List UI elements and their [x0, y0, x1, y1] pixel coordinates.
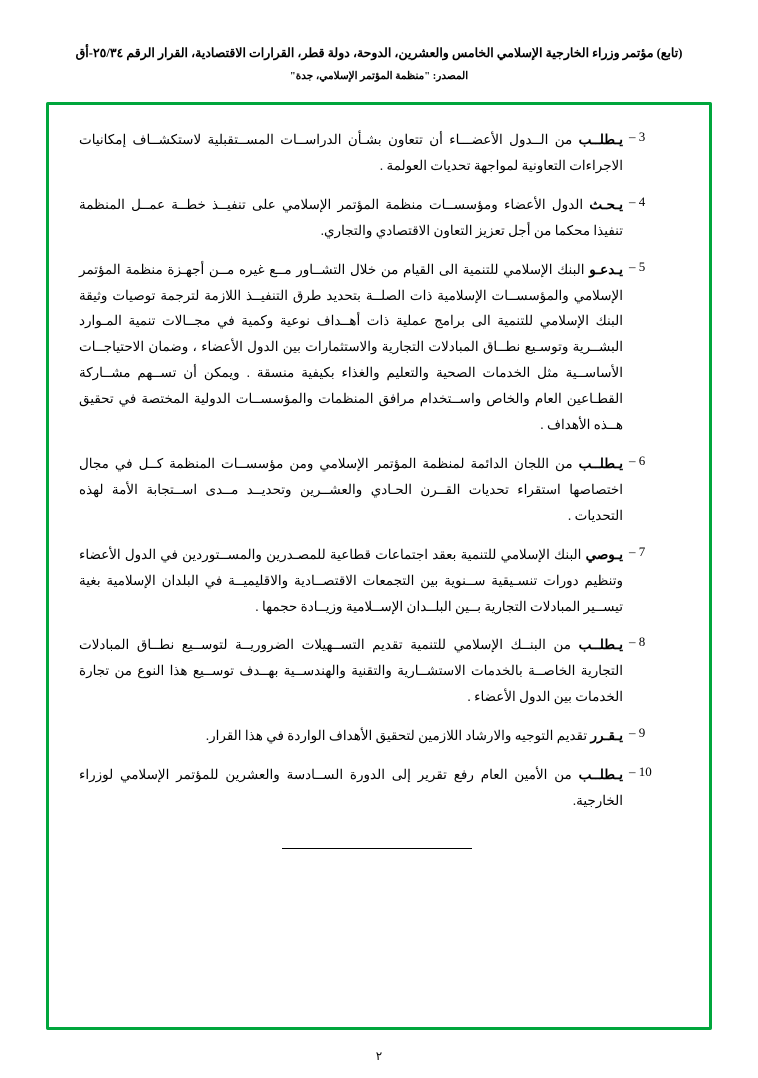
clause-number: 8 – [629, 634, 646, 650]
clause-body-text: من البنــك الإسلامي للتنمية تقديم التســهيلات الضروريــة لتوســيع نطــاق المبادلات التجارية الخاصــة بالخدمات الاستشــارية والتقنية والهندســية بهــدف توســيع هذا النوع من تجارة الخدمات بين الدول الأعضاء . [79, 637, 623, 705]
page-header [0, 0, 758, 82]
clause-verb: يـطلــب [578, 132, 623, 147]
clause-number: 10 – [629, 764, 652, 780]
clause-verb: يـحـث [589, 196, 623, 212]
clause-text [79, 542, 623, 620]
clause-number: 3 – [629, 129, 646, 144]
list-item [79, 762, 675, 814]
list-item [79, 257, 675, 438]
clause-verb: يـقـرر [590, 728, 623, 744]
clause-text [79, 192, 623, 244]
clause-verb: يـوصي [585, 546, 623, 562]
horizontal-rule [282, 848, 472, 849]
clause-text [79, 451, 623, 529]
list-item [79, 127, 675, 179]
clause-text [79, 127, 623, 179]
clause-text [79, 762, 623, 814]
header-title: (تابع) مؤتمر وزراء الخارجية الإسلامي الخامس والعشرين، الدوحة، دولة قطر، القرارات الاقتصادية، القرار الرقم ٢٥/٣٤-أق [75, 46, 683, 60]
clause-list [49, 105, 709, 1027]
clause-verb: يـطلــب [578, 455, 623, 471]
list-item [79, 451, 675, 529]
clause-body-text: البنك الإسلامي للتنمية الى القيام من خلال التشــاور مــع غيره مــن أجهـزة منظمة المؤتمر الإسلامي والمؤسســات الإسلامية ذات الصلــة بتحديد طرق التنفيــذ اللازمة لترجمة توصيات وثيقة البنك الإسلامي للتنمية الى برامج عملية ذات أهــداف نوعية وكمية في مجــالات تنمية المـوارد البشــرية وتوسـيع نطــاق المبادلات التجارية والاستثمارات بين الدول الأعضاء ، وضمان الاحتياجــات الأساســية مثل الخدمات الصحية والتعليم والغذاء بكيفية منسقة . ويمكن أن تســهم مشــاركة القطـاعين العام والخاص واســتخدام مرافق المنظمات والمؤسســات الدولية المختصة في تحقيق هــذه الأهداف . [79, 261, 623, 433]
clause-body-text: تقديم التوجيه والارشاد اللازمين لتحقيق الأهداف الواردة في هذا القرار. [205, 728, 591, 744]
clause-text [79, 723, 623, 749]
clause-verb: يـطلــب [578, 637, 623, 653]
clause-number: 4 – [629, 193, 646, 209]
clause-body-text: من اللجان الدائمة لمنظمة المؤتمر الإسلامي ومن مؤسســات المنظمة كــل في مجال اختصاصها استقراء تحديات القــرن الحـادي والعشــرين وتحديــد مــدى اســتجابة الأمة لهذه التحديات . [79, 455, 623, 523]
clause-number: 7 – [629, 543, 646, 559]
clause-body-text: من الأمين العام رفع تقرير إلى الدورة الســادسة والعشرين للمؤتمر الإسلامي لوزراء الخارجية. [79, 767, 623, 808]
clause-verb: يـدعـو [589, 261, 623, 277]
clause-text [79, 632, 623, 710]
clause-body-text: من الــدول الأعضـــاء أن تتعاون بشـأن الدراســات المســتقبلية لاستكشــاف إمكانيات الاجراءات التعاونية لمواجهة تحديات العولمة . [79, 132, 623, 173]
clause-number: 9 – [629, 725, 646, 741]
page-number: ٢ [375, 1049, 383, 1063]
clause-body-text: الدول الأعضاء ومؤسســات منظمة المؤتمر الإسلامي على تنفيــذ خطــة عمــل المنظمة تنفيذا محكما من أجل تعزيز التعاون الاقتصادي والتجاري. [79, 196, 623, 238]
clause-body-text: البنك الإسلامي للتنمية بعقد اجتماعات قطاعية للمصـدرين والمســتوردين في الدول الأعضاء وتنظيم دورات تنسـيقية ســنوية بين التجمعات الاقتصــادية والاقليميــة في البلدان الإسلامية بغية تيســير المبادلات التجارية بــين البلــدان الإســلامية وزيــادة حجمها . [79, 546, 623, 614]
list-item [79, 723, 675, 749]
clause-number: 5 – [629, 258, 646, 274]
list-item [79, 632, 675, 710]
list-item [79, 192, 675, 244]
clause-verb: يـطلــب [578, 767, 623, 783]
content-frame [46, 102, 712, 1030]
list-item [79, 542, 675, 620]
clause-number: 6 – [629, 452, 646, 468]
header-source: المصدر: "منظمة المؤتمر الإسلامي، جدة" [289, 70, 469, 82]
clause-text [79, 257, 623, 438]
